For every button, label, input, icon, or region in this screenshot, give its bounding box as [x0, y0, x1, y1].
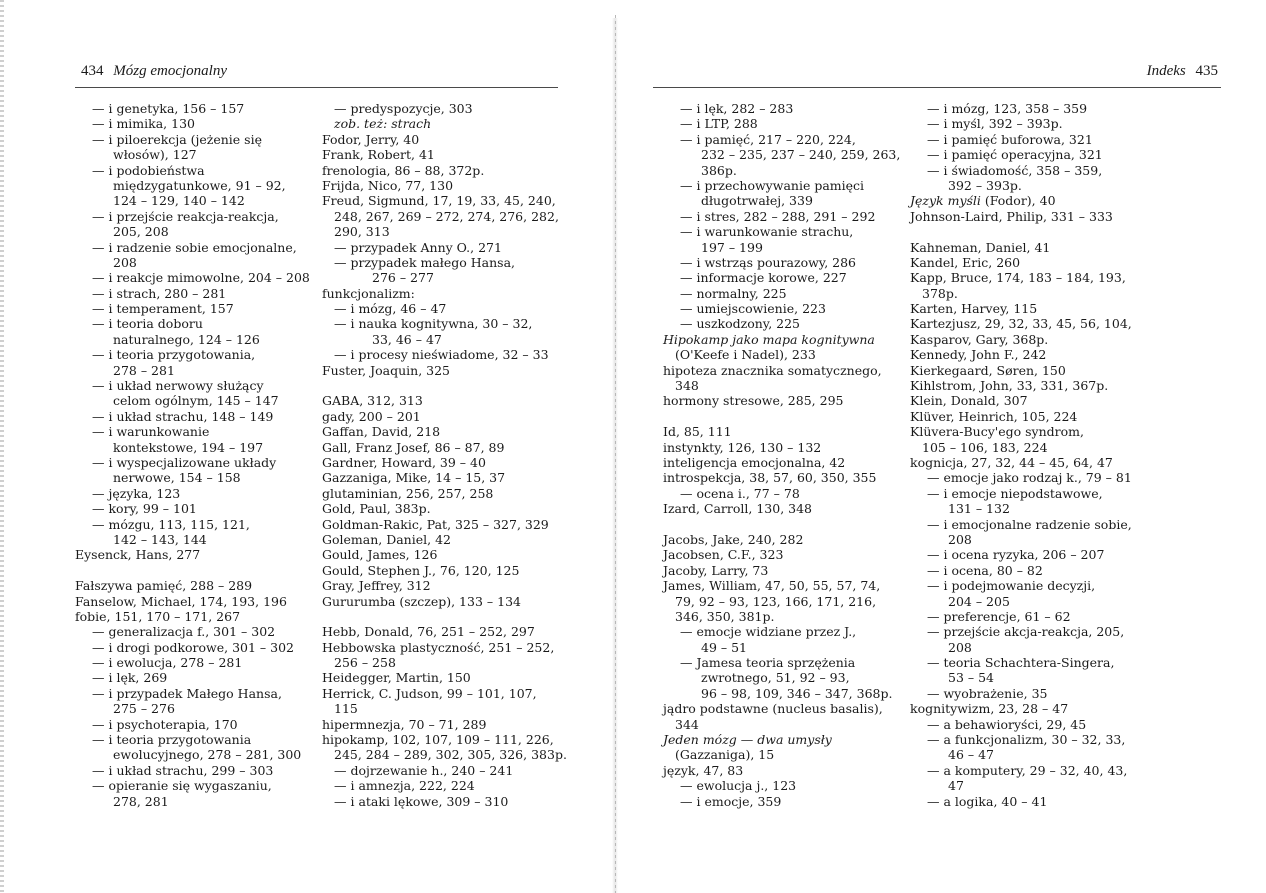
index-entry: — i temperament, 157 — [92, 301, 234, 317]
index-entry: 392 – 393p. — [948, 177, 1022, 193]
index-entry: zob. też: strach — [334, 116, 432, 132]
index-entry: — i świadomość, 358 – 359, — [927, 162, 1103, 178]
index-entry: — preferencje, 61 – 62 — [927, 608, 1071, 624]
index-entry: — wyobrażenie, 35 — [927, 685, 1048, 701]
index-entry: — dojrzewanie h., 240 – 241 — [334, 762, 514, 778]
index-entry: kontekstowe, 194 – 197 — [113, 439, 264, 455]
index-entry: — i emocje, 359 — [680, 793, 782, 809]
running-title: Indeks — [1146, 63, 1186, 79]
header-rule — [75, 87, 558, 88]
index-entry: zwrotnego, 51, 92 – 93, — [701, 670, 850, 686]
index-entry: 49 – 51 — [701, 639, 748, 655]
index-entry: — i mózg, 46 – 47 — [334, 301, 447, 317]
blank-line — [322, 378, 584, 393]
index-entry: — i teoria przygotowania — [92, 732, 252, 748]
index-entry: — i mózg, 123, 358 – 359 — [927, 101, 1088, 116]
index-entry: Język myśli (Fodor), 40 — [910, 193, 1056, 209]
index-entry: Klein, Donald, 307 — [910, 393, 1028, 409]
index-entry: James, William, 47, 50, 55, 57, 74, — [663, 578, 881, 594]
index-entry: Frijda, Nico, 77, 130 — [322, 177, 454, 193]
index-entry: — i radzenie sobie emocjonalne, — [92, 239, 297, 255]
index-entry: — i strach, 280 – 281 — [92, 285, 227, 301]
index-entry: 346, 350, 381p. — [675, 608, 775, 624]
index-entry: Kasparov, Gary, 368p. — [910, 331, 1049, 347]
index-entry: hipokamp, 102, 107, 109 – 111, 226, — [322, 732, 554, 748]
index-entry: 245, 284 – 289, 302, 305, 326, 383p. — [334, 747, 567, 763]
index-entry: — i pamięć, 217 – 220, 224, — [680, 131, 856, 147]
index-entry: — ewolucja j., 123 — [680, 778, 797, 794]
blank-line — [663, 517, 911, 532]
index-entry: 115 — [334, 701, 358, 717]
index-column-4 — [910, 101, 1170, 809]
index-entry: 248, 267, 269 – 272, 274, 276, 282, — [334, 208, 559, 224]
index-entry: — emocje jako rodzaj k., 79 – 81 — [927, 470, 1132, 486]
index-entry: 290, 313 — [334, 224, 390, 240]
index-entry: 47 — [948, 778, 964, 794]
index-entry: Gray, Jeffrey, 312 — [322, 578, 431, 594]
index-entry: kognicja, 27, 32, 44 – 45, 64, 47 — [910, 454, 1113, 470]
index-column-1 — [75, 101, 320, 809]
index-entry: — predyspozycje, 303 — [334, 101, 473, 116]
index-entry: — i przejście reakcja-reakcja, — [92, 208, 279, 224]
header-rule — [653, 87, 1221, 88]
index-entry: — i podobieństwa — [92, 162, 205, 178]
index-entry: GABA, 312, 313 — [322, 393, 423, 409]
index-entry: — i psychoterapia, 170 — [92, 716, 238, 732]
index-entry: Freud, Sigmund, 17, 19, 33, 45, 240, — [322, 193, 556, 209]
index-entry: międzygatunkowe, 91 – 92, — [113, 177, 286, 193]
index-entry: — i wstrząs pourazowy, 286 — [680, 254, 857, 270]
index-entry: kognitywizm, 23, 28 – 47 — [910, 701, 1069, 717]
left-page — [0, 0, 632, 893]
index-entry: jądro podstawne (nucleus basalis), — [663, 701, 883, 717]
index-entry: — i nauka kognitywna, 30 – 32, — [334, 316, 533, 332]
index-entry: Kandel, Eric, 260 — [910, 254, 1021, 270]
index-entry: — ocena i., 77 – 78 — [680, 485, 800, 501]
index-entry: Kennedy, John F., 242 — [910, 347, 1047, 363]
index-entry: Fanselow, Michael, 174, 193, 196 — [75, 593, 287, 609]
index-entry: Gaffan, David, 218 — [322, 424, 441, 440]
index-entry: Herrick, C. Judson, 99 – 101, 107, — [322, 685, 537, 701]
index-entry: glutaminian, 256, 257, 258 — [322, 485, 494, 501]
index-entry: Gururumba (szczep), 133 – 134 — [322, 593, 521, 609]
index-entry: — i piloerekcja (jeżenie się — [92, 131, 262, 147]
index-entry: 53 – 54 — [948, 670, 995, 686]
index-entry: Klüvera-Bucy'ego syndrom, — [910, 424, 1084, 440]
index-entry: frenologia, 86 – 88, 372p. — [322, 162, 485, 178]
page-number: 434 — [81, 63, 104, 79]
index-entry: — uszkodzony, 225 — [680, 316, 800, 332]
index-entry: — i emocjonalne radzenie sobie, — [927, 516, 1132, 532]
index-entry: Hebb, Donald, 76, 251 – 252, 297 — [322, 624, 535, 640]
index-entry: — przypadek małego Hansa, — [334, 254, 515, 270]
index-entry: 33, 46 – 47 — [372, 331, 442, 347]
index-entry: 204 – 205 — [948, 593, 1010, 609]
index-entry: — a funkcjonalizm, 30 – 32, 33, — [927, 732, 1126, 748]
index-entry: Kihlstrom, John, 33, 331, 367p. — [910, 378, 1109, 394]
index-entry: — informacje korowe, 227 — [680, 270, 847, 286]
right-page — [634, 0, 1266, 893]
index-entry: Frank, Robert, 41 — [322, 147, 435, 163]
index-entry: — i warunkowanie — [92, 424, 210, 440]
index-entry: — i reakcje mimowolne, 204 – 208 — [92, 270, 310, 286]
gutter-line — [615, 15, 616, 893]
index-entry: — a logika, 40 – 41 — [927, 793, 1048, 809]
index-entry: — Jamesa teoria sprzężenia — [680, 655, 856, 671]
index-entry: gady, 200 – 201 — [322, 408, 421, 424]
index-entry: 205, 208 — [113, 224, 169, 240]
index-entry: 378p. — [922, 285, 958, 301]
index-entry: Jeden mózg — dwa umysły — [663, 732, 832, 748]
index-entry: 46 – 47 — [948, 747, 995, 763]
index-entry: — i ocena ryzyka, 206 – 207 — [927, 547, 1105, 563]
index-entry: — i amnezja, 222, 224 — [334, 778, 475, 794]
index-entry: Johnson-Laird, Philip, 331 – 333 — [910, 208, 1113, 224]
index-entry: instynkty, 126, 130 – 132 — [663, 439, 822, 455]
index-entry: — umiejscowienie, 223 — [680, 301, 826, 317]
index-entry: Hebbowska plastyczność, 251 – 252, — [322, 639, 555, 655]
index-entry: — i teoria przygotowania, — [92, 347, 256, 363]
index-entry: — i podejmowanie decyzji, — [927, 578, 1096, 594]
index-entry: — i genetyka, 156 – 157 — [92, 101, 245, 116]
index-entry: Fałszywa pamięć, 288 – 289 — [75, 578, 253, 594]
index-entry: 124 – 129, 140 – 142 — [113, 193, 245, 209]
index-entry: — i teoria doboru — [92, 316, 203, 332]
index-entry: fobie, 151, 170 – 171, 267 — [75, 608, 241, 624]
index-entry: 344 — [675, 716, 699, 732]
index-entry: Jacobs, Jake, 240, 282 — [663, 531, 804, 547]
index-entry: 386p. — [701, 162, 737, 178]
index-entry: — języka, 123 — [92, 485, 181, 501]
index-entry: 208 — [113, 254, 137, 270]
index-entry: włosów), 127 — [113, 147, 197, 163]
index-entry: — i myśl, 392 – 393p. — [927, 116, 1063, 132]
index-entry: — i lęk, 269 — [92, 670, 168, 686]
index-entry: Goldman-Rakic, Pat, 325 – 327, 329 — [322, 516, 549, 532]
index-entry: — i stres, 282 – 288, 291 – 292 — [680, 208, 876, 224]
running-title: Mózg emocjonalny — [113, 63, 227, 79]
index-entry: (Gazzaniga), 15 — [675, 747, 775, 763]
index-entry: — i ocena, 80 – 82 — [927, 562, 1043, 578]
index-entry: — i przypadek Małego Hansa, — [92, 685, 282, 701]
index-entry: (O'Keefe i Nadel), 233 — [675, 347, 816, 363]
index-entry: — i drogi podkorowe, 301 – 302 — [92, 639, 295, 655]
index-entry: Kartezjusz, 29, 32, 33, 45, 56, 104, — [910, 316, 1132, 332]
index-entry: ewolucyjnego, 278 – 281, 300 — [113, 747, 302, 763]
index-entry: — i wyspecjalizowane układy — [92, 454, 277, 470]
index-entry: hormony stresowe, 285, 295 — [663, 393, 844, 409]
index-entry: inteligencja emocjonalna, 42 — [663, 454, 846, 470]
index-column-3 — [663, 101, 911, 809]
index-entry: — normalny, 225 — [680, 285, 787, 301]
index-entry: — teoria Schachtera-Singera, — [927, 655, 1115, 671]
index-entry: Hipokamp jako mapa kognitywna — [663, 331, 875, 347]
index-entry: Id, 85, 111 — [663, 424, 732, 440]
index-entry: — i LTP, 288 — [680, 116, 758, 132]
index-entry: — i warunkowanie strachu, — [680, 224, 854, 240]
index-entry: 208 — [948, 531, 972, 547]
index-entry: — opieranie się wygaszaniu, — [92, 778, 272, 794]
index-entry: Kapp, Bruce, 174, 183 – 184, 193, — [910, 270, 1126, 286]
index-entry: — mózgu, 113, 115, 121, — [92, 516, 250, 532]
index-column-2 — [322, 101, 584, 809]
blank-line — [75, 563, 320, 578]
index-entry: Kahneman, Daniel, 41 — [910, 239, 1051, 255]
index-entry: 208 — [948, 639, 972, 655]
index-entry: Kierkegaard, Søren, 150 — [910, 362, 1066, 378]
index-entry: — i układ strachu, 148 – 149 — [92, 408, 274, 424]
index-entry: Karten, Harvey, 115 — [910, 301, 1038, 317]
index-entry: Gazzaniga, Mike, 14 – 15, 37 — [322, 470, 506, 486]
index-entry: — a behawioryści, 29, 45 — [927, 716, 1087, 732]
left-page-header — [75, 63, 227, 80]
index-entry: nerwowe, 154 – 158 — [113, 470, 241, 486]
index-entry: — kory, 99 – 101 — [92, 501, 197, 517]
index-entry: — generalizacja f., 301 – 302 — [92, 624, 276, 640]
index-entry: — przypadek Anny O., 271 — [334, 239, 502, 255]
index-entry: Jacoby, Larry, 73 — [663, 562, 769, 578]
index-entry: introspekcja, 38, 57, 60, 350, 355 — [663, 470, 877, 486]
blank-line — [322, 609, 584, 624]
index-entry: — i układ nerwowy służący — [92, 378, 264, 394]
index-entry: 348 — [675, 378, 699, 394]
index-entry: Heidegger, Martin, 150 — [322, 670, 471, 686]
index-entry: Fuster, Joaquin, 325 — [322, 362, 451, 378]
index-entry: hipermnezja, 70 – 71, 289 — [322, 716, 487, 732]
index-entry: 276 – 277 — [372, 270, 434, 286]
right-page-header — [1147, 63, 1224, 80]
index-entry: Klüver, Heinrich, 105, 224 — [910, 408, 1078, 424]
index-entry: 278, 281 — [113, 793, 169, 809]
index-entry: Gall, Franz Josef, 86 – 87, 89 — [322, 439, 505, 455]
blank-line — [663, 409, 911, 424]
index-entry: Gold, Paul, 383p. — [322, 501, 431, 517]
index-entry: celom ogólnym, 145 – 147 — [113, 393, 279, 409]
index-entry: język, 47, 83 — [663, 762, 744, 778]
index-entry: — i układ strachu, 299 – 303 — [92, 762, 274, 778]
index-entry: 197 – 199 — [701, 239, 763, 255]
index-entry: Izard, Carroll, 130, 348 — [663, 501, 812, 517]
index-entry: Goleman, Daniel, 42 — [322, 531, 451, 547]
blank-line — [910, 224, 1170, 239]
index-entry: 96 – 98, 109, 346 – 347, 368p. — [701, 685, 893, 701]
index-entry: Gould, Stephen J., 76, 120, 125 — [322, 562, 520, 578]
index-entry: Gould, James, 126 — [322, 547, 438, 563]
index-entry: — emocje widziane przez J., — [680, 624, 857, 640]
index-entry: — przejście akcja-reakcja, 205, — [927, 624, 1125, 640]
index-entry: Eysenck, Hans, 277 — [75, 547, 201, 563]
index-entry: — i ataki lękowe, 309 – 310 — [334, 793, 509, 809]
index-entry: Jacobsen, C.F., 323 — [663, 547, 784, 563]
index-entry: — a komputery, 29 – 32, 40, 43, — [927, 762, 1128, 778]
index-entry: Fodor, Jerry, 40 — [322, 131, 420, 147]
index-entry: 232 – 235, 237 – 240, 259, 263, — [701, 147, 901, 163]
page-number: 435 — [1195, 63, 1218, 79]
index-entry: funkcjonalizm: — [322, 285, 415, 301]
index-entry: 142 – 143, 144 — [113, 531, 207, 547]
index-entry: 275 – 276 — [113, 701, 175, 717]
index-entry: długotrwałej, 339 — [701, 193, 813, 209]
index-entry: — i ewolucja, 278 – 281 — [92, 655, 243, 671]
index-entry: — i lęk, 282 – 283 — [680, 101, 794, 116]
index-entry: — i przechowywanie pamięci — [680, 177, 865, 193]
index-entry: 256 – 258 — [334, 655, 396, 671]
index-entry: Gardner, Howard, 39 – 40 — [322, 454, 486, 470]
index-entry: — i emocje niepodstawowe, — [927, 485, 1103, 501]
index-entry: hipoteza znacznika somatycznego, — [663, 362, 882, 378]
index-entry: — i mimika, 130 — [92, 116, 195, 132]
index-entry: — i pamięć operacyjna, 321 — [927, 147, 1103, 163]
index-entry: — i pamięć buforowa, 321 — [927, 131, 1093, 147]
index-entry: 131 – 132 — [948, 501, 1010, 517]
index-entry: — i procesy nieświadome, 32 – 33 — [334, 347, 549, 363]
index-entry: 278 – 281 — [113, 362, 175, 378]
index-entry: 105 – 106, 183, 224 — [922, 439, 1048, 455]
index-entry: naturalnego, 124 – 126 — [113, 331, 260, 347]
index-entry: 79, 92 – 93, 123, 166, 171, 216, — [675, 593, 877, 609]
